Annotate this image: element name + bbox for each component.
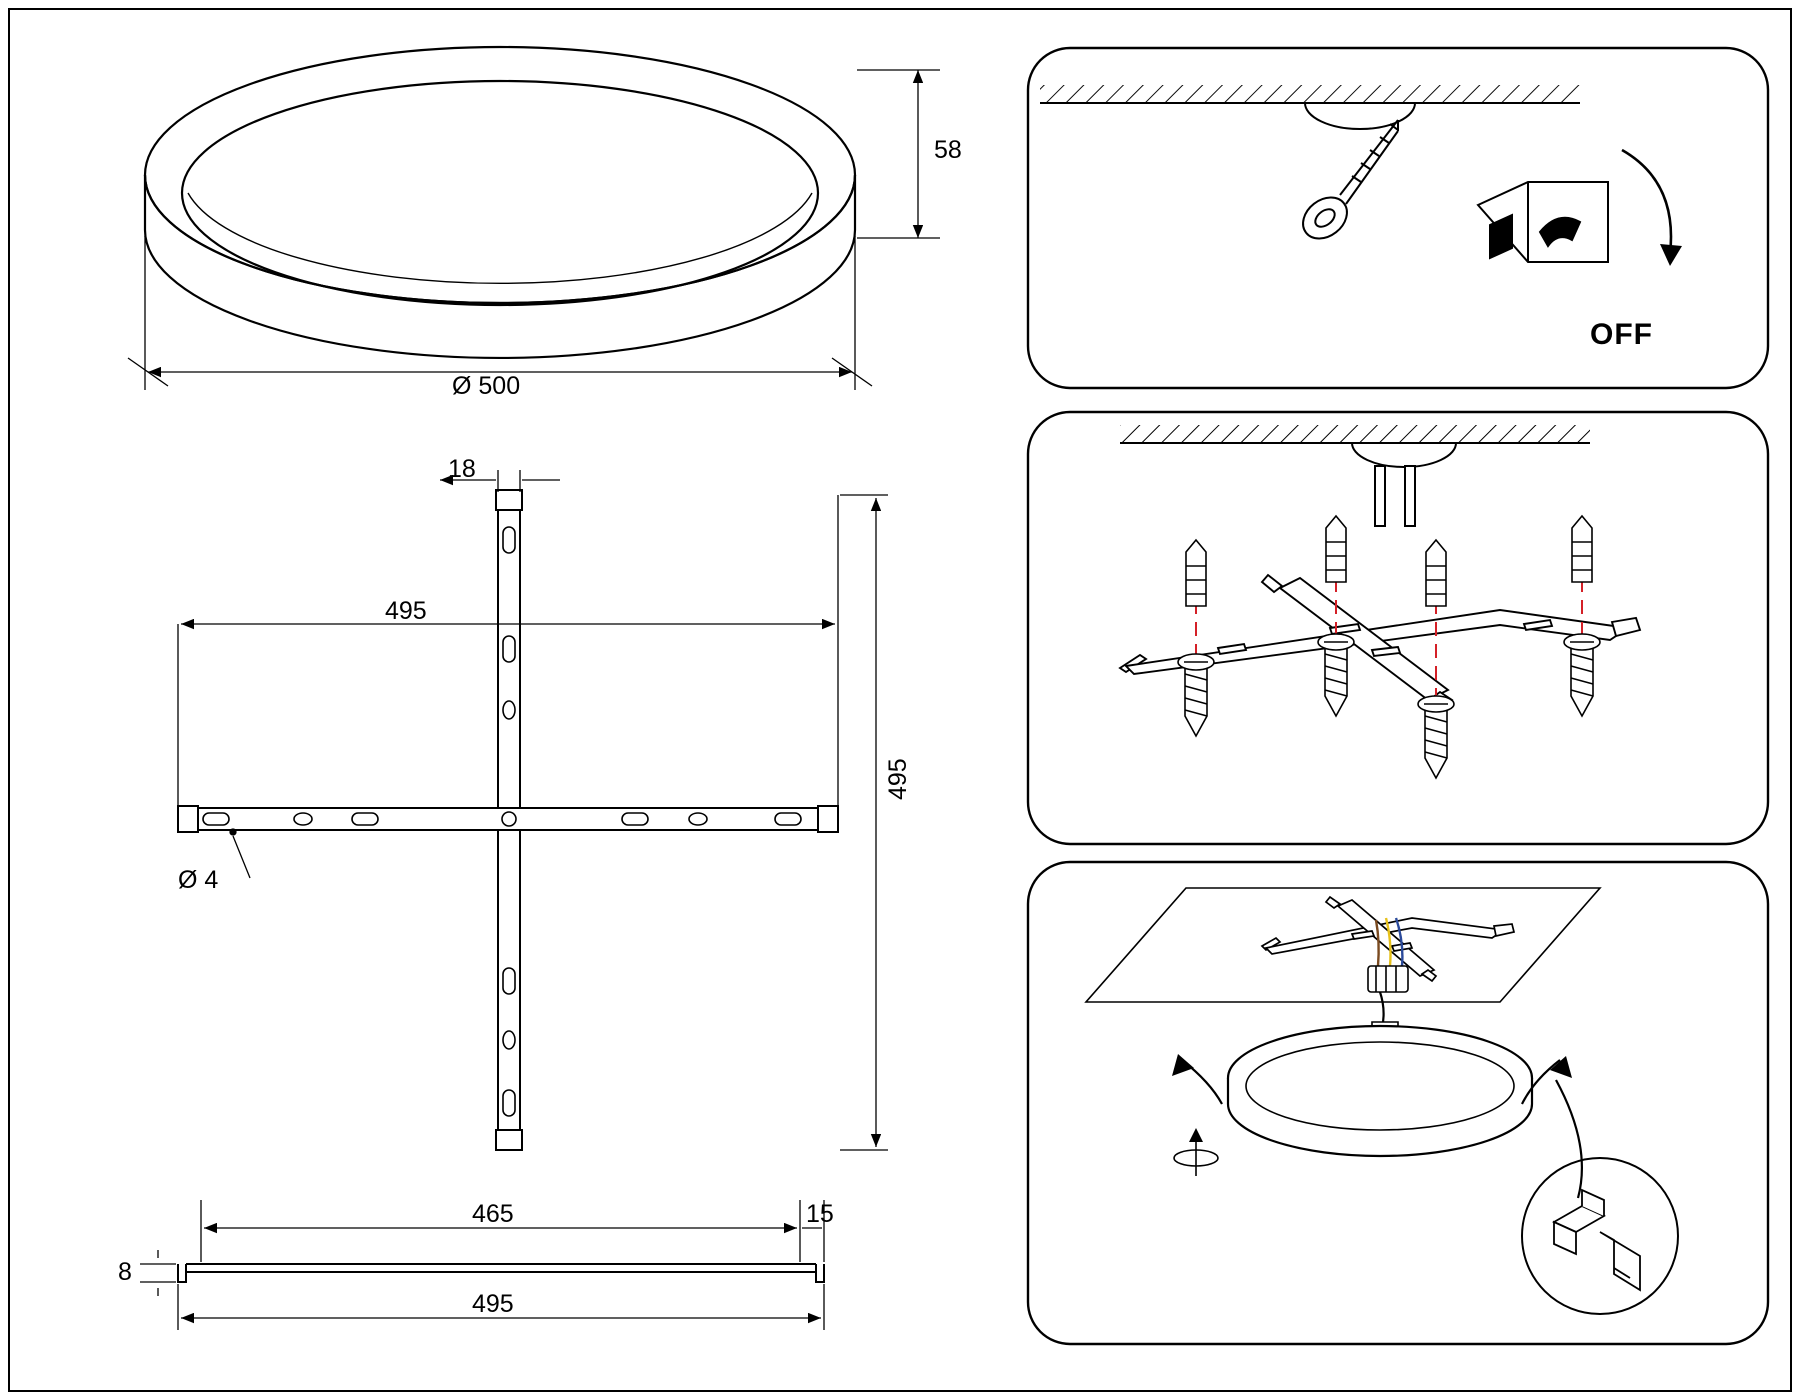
step-3-graphics: [1086, 888, 1678, 1314]
leader-hole-dia: [230, 829, 250, 878]
detail-callout: [1522, 1080, 1678, 1314]
dimension-diameter-500: [128, 236, 872, 390]
wall-switch-icon: [1478, 182, 1608, 262]
step-2-graphics: [1120, 425, 1640, 778]
dimension-height-58: [857, 70, 940, 238]
dimension-label-overall-495: 495: [472, 1290, 514, 1318]
dimension-label-plan-495-v: 495: [884, 758, 912, 800]
dimension-label-hole-dia-4: Ø 4: [178, 866, 219, 894]
dimension-section-8: [140, 1250, 176, 1296]
dimension-label-diameter-500: Ø 500: [452, 372, 521, 400]
wall-dowels: [1186, 516, 1592, 606]
luminaire-body-step3: [1228, 1026, 1532, 1156]
dimension-plan-495-v: [840, 495, 888, 1150]
dimension-label-plan-495-h: 495: [385, 597, 427, 625]
switch-rotation-arrow: [1622, 150, 1682, 266]
dimension-label-465: 465: [472, 1200, 514, 1228]
step-1-caption-off: OFF: [1590, 318, 1653, 351]
junction-box: [1352, 443, 1456, 526]
dimension-label-8: 8: [118, 1258, 132, 1286]
luminaire-isometric: [145, 47, 855, 358]
dimension-label-58: 58: [934, 136, 962, 164]
step-1-graphics: [1040, 85, 1682, 266]
bracket-section: [178, 1264, 824, 1282]
dimension-label-18: 18: [448, 455, 476, 483]
wire-key-icon: [1295, 120, 1398, 247]
dimension-label-15: 15: [806, 1200, 834, 1228]
